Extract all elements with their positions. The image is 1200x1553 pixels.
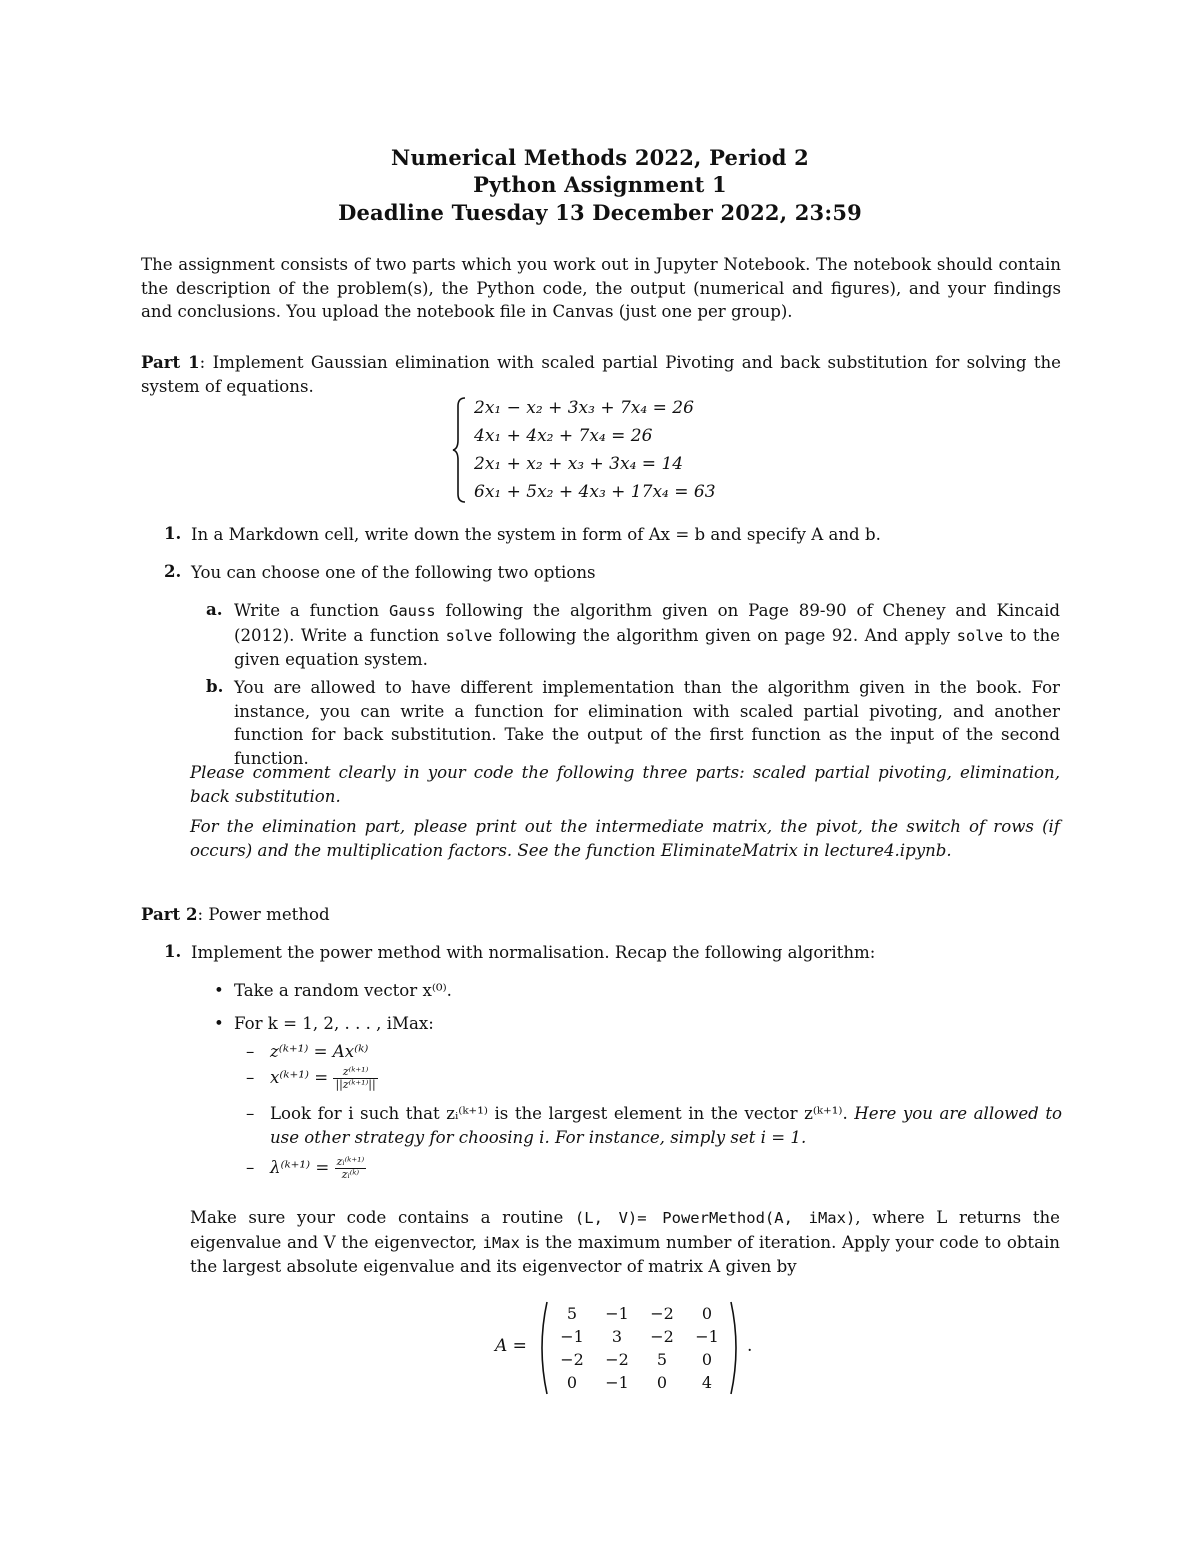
matrix-cell: −2 [605, 1350, 629, 1369]
bullet-random-vector: Take a random vector x⁽⁰⁾. [234, 981, 452, 1000]
code-solve: solve [956, 626, 1004, 645]
fraction-numerator: z⁽ᵏ⁺¹⁾ [333, 1066, 377, 1079]
dash-marker: – [246, 1068, 255, 1087]
matrix-label: A = [495, 1336, 527, 1356]
matrix-cell: 0 [566, 1373, 578, 1392]
option-a [234, 599, 1060, 672]
matrix-cell: −2 [650, 1327, 674, 1346]
option-label: a. [206, 599, 223, 619]
matrix-cell: −1 [560, 1327, 584, 1346]
intro-paragraph: The assignment consists of two parts which you work out in Jupyter Notebook. The notebook should contain the description of the problem(s), the Python code, the output (numerical and figures), and your findings and conclusions. You upload the notebook file in Canvas (just one per group). [141, 255, 1061, 321]
fraction-denominator: ||z⁽ᵏ⁺¹⁾|| [335, 1078, 376, 1091]
part1-item2: You can choose one of the following two options [191, 563, 596, 582]
part1-intro [141, 351, 1061, 398]
option-b: You are allowed to have different implementation than the algorithm given in the book. For instance, you can write a function for elimination with scaled partial pivoting, and another function for back substitution. Take the output of the first function as the input of the second function. [234, 678, 1060, 768]
paragraph-text: , where L returns the eigenvalue and V the eigenvector, [190, 1208, 1060, 1252]
eigenvalue-lhs: λ⁽ᵏ⁺¹⁾ = [270, 1158, 330, 1177]
step-find-i [270, 1102, 1062, 1149]
normalise-lhs: x⁽ᵏ⁺¹⁾ = [270, 1068, 329, 1087]
matrix-cell: −1 [605, 1373, 629, 1392]
part2-text: : Power method [197, 905, 330, 924]
option-a-text: following the algorithm given on page 92. And apply [492, 625, 957, 645]
option-label: b. [206, 676, 224, 696]
matrix-cell: −1 [695, 1327, 719, 1346]
normalise-fraction [333, 1066, 377, 1091]
left-brace [452, 396, 468, 504]
part1-text: : Implement Gaussian elimination with scaled partial Pivoting and back substitution for solving the system of equations. [141, 353, 1062, 396]
option-a-text: to the given equation system. [234, 625, 1060, 669]
dash-marker: – [246, 1158, 255, 1177]
bullet-dot: • [214, 1014, 224, 1033]
part1-label: Part 1 [141, 352, 200, 372]
equation-3: 2x₁ + x₂ + x₃ + 3x₄ = 14 [474, 454, 684, 474]
paragraph-text: Make sure your code contains a routine [190, 1208, 575, 1227]
matrix-cell: 4 [701, 1373, 713, 1392]
matrix-cell: 3 [611, 1327, 623, 1346]
matrix-cell: −2 [560, 1350, 584, 1369]
left-paren [535, 1300, 549, 1396]
step-find-i-text: Look for i such that zᵢ⁽ᵏ⁺¹⁾ is the largest element in the vector z⁽ᵏ⁺¹⁾. [270, 1104, 855, 1123]
option-a-text: Write a function [234, 601, 389, 620]
right-paren [729, 1300, 743, 1396]
matrix-cell: 5 [656, 1350, 668, 1369]
dash-marker: – [246, 1104, 255, 1123]
step-z-update: z⁽ᵏ⁺¹⁾ = Ax⁽ᵏ⁾ [270, 1042, 369, 1061]
code-gauss: Gauss [388, 602, 436, 620]
step-find-i-note: Here you are allowed to use other strategy for choosing i. For instance, simply set i = 1. [270, 1104, 1062, 1147]
item-number: 1. [164, 523, 182, 543]
document-subtitle: Python Assignment 1 [473, 172, 727, 197]
code-powermethod: (L, V)= PowerMethod(A, iMax) [574, 1209, 856, 1227]
matrix-period: . [747, 1336, 753, 1356]
step-normalise [270, 1066, 378, 1091]
code-imax: iMax [482, 1233, 520, 1252]
item-number: 2. [164, 561, 182, 581]
eigenvalue-fraction [335, 1156, 367, 1181]
equation-2: 4x₁ + 4x₂ + 7x₄ = 26 [474, 426, 653, 446]
fraction-numerator: zᵢ⁽ᵏ⁺¹⁾ [336, 1155, 365, 1168]
part2-item1: Implement the power method with normalisation. Recap the following algorithm: [191, 943, 876, 962]
code-solve: solve [445, 626, 493, 645]
matrix-cell: 5 [566, 1304, 578, 1323]
paragraph-text: is the maximum number of iteration. Apply your code to obtain the largest absolute eigenvalue and its eigenvector of matrix A given by [190, 1232, 1060, 1276]
part2-intro [141, 903, 1061, 927]
document-title: Numerical Methods 2022, Period 2 [391, 145, 809, 170]
comment-note: Please comment clearly in your code the following three parts: scaled partial pivoting, elimination, back substitution. [190, 763, 1060, 806]
power-method-paragraph [190, 1206, 1060, 1279]
matrix-cell: 0 [656, 1373, 668, 1392]
item-number: 1. [164, 941, 182, 961]
bullet-for-loop: For k = 1, 2, . . . , iMax: [234, 1014, 434, 1033]
dash-marker: – [246, 1042, 255, 1061]
deadline-heading: Deadline Tuesday 13 December 2022, 23:59 [338, 200, 862, 225]
part1-item1: In a Markdown cell, write down the system in form of Ax = b and specify A and b. [191, 525, 881, 544]
part2-label: Part 2 [141, 904, 198, 924]
matrix-cell: 0 [701, 1304, 713, 1323]
bullet-dot: • [214, 981, 224, 1000]
matrix-cell: −1 [605, 1304, 629, 1323]
option-a-text: following the algorithm given on Page 89-90 of Cheney and Kincaid (2012). Write a function [234, 601, 1061, 645]
matrix-cell: −2 [650, 1304, 674, 1323]
equation-1: 2x₁ − x₂ + 3x₃ + 7x₄ = 26 [474, 398, 694, 418]
equation-4: 6x₁ + 5x₂ + 4x₃ + 17x₄ = 63 [474, 482, 716, 502]
fraction-denominator: zᵢ⁽ᵏ⁾ [341, 1168, 360, 1181]
elimination-note: For the elimination part, please print out the intermediate matrix, the pivot, the switch of rows (if occurs) and the multiplication factors. See the function EliminateMatrix in lecture4.ipynb. [190, 817, 1060, 860]
matrix-cell: 0 [701, 1350, 713, 1369]
step-eigenvalue [270, 1156, 366, 1181]
